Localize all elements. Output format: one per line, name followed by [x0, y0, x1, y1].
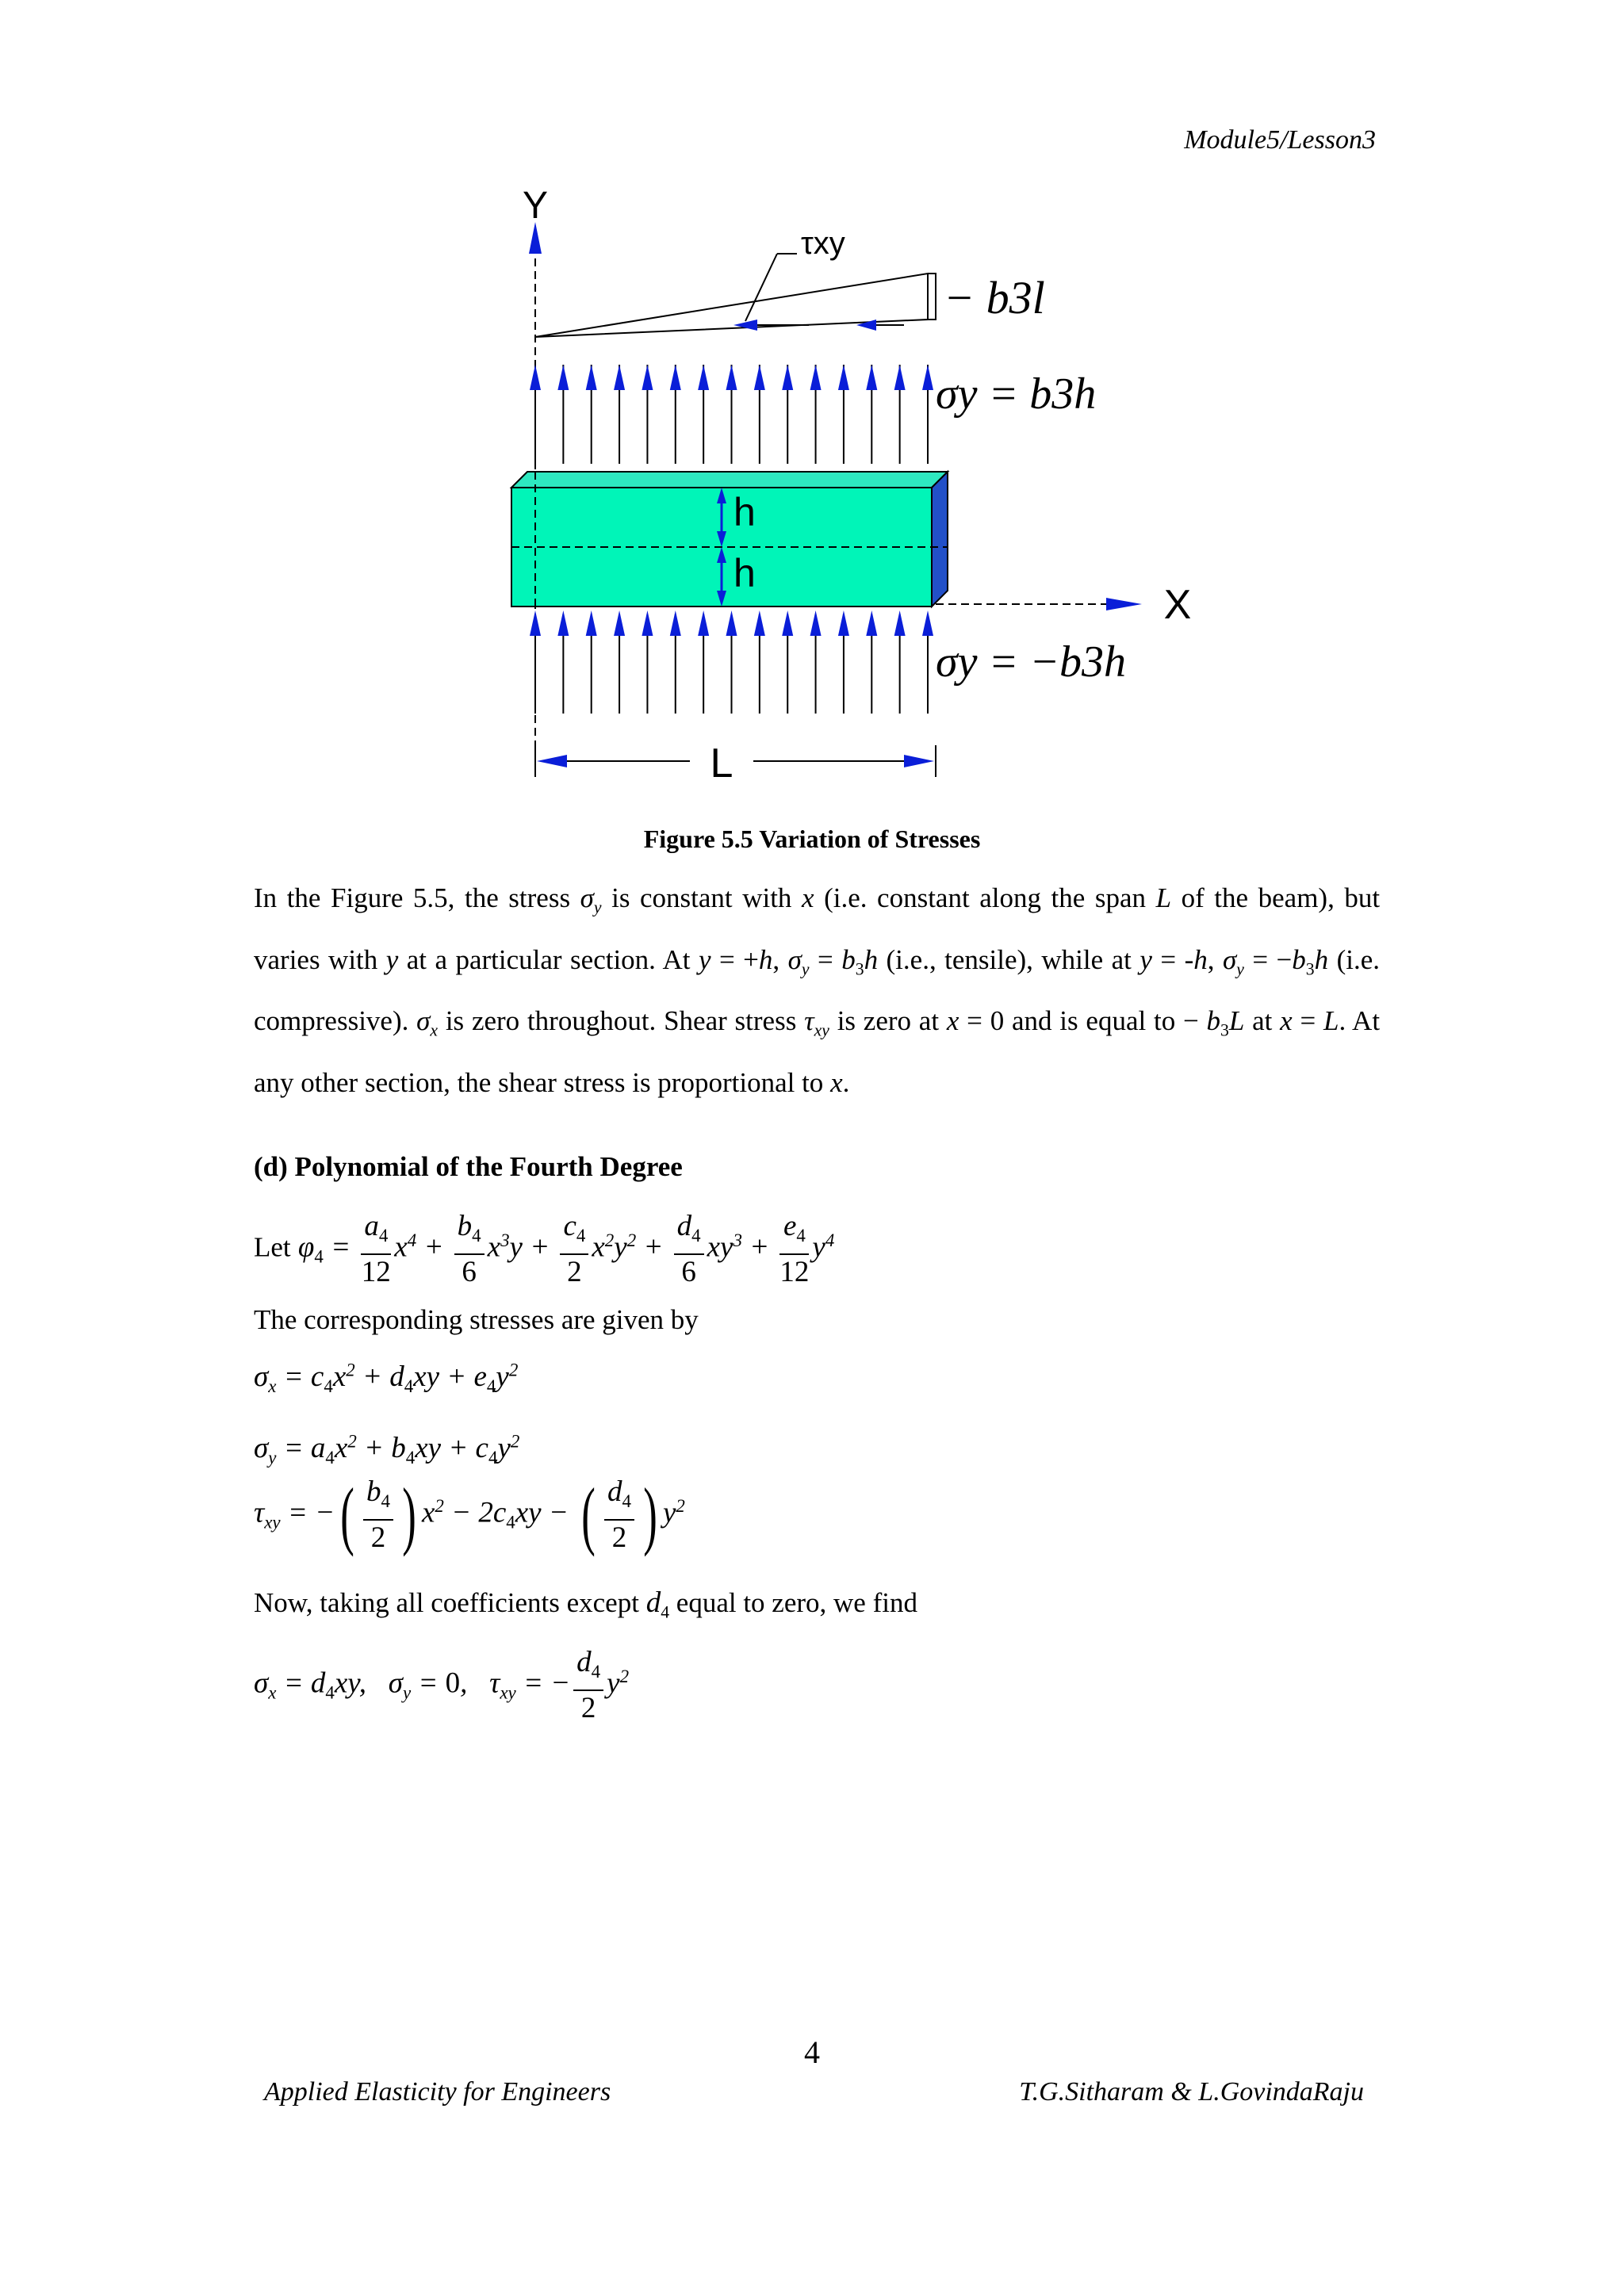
sigma-y-equation: $\sigma_y = a_4x^2 + b_4xy + c_4y^2$	[254, 1431, 520, 1468]
stress-arrow-head	[810, 610, 822, 636]
stress-arrow-head	[726, 365, 737, 390]
top-shear-value-label: − b3l	[944, 272, 1045, 323]
stress-arrow-head	[866, 610, 877, 636]
stress-arrow-head	[894, 610, 906, 636]
stress-arrow-head	[894, 365, 906, 390]
span-dimension	[535, 740, 936, 786]
stress-arrow-head	[698, 610, 709, 636]
stress-arrow-head	[670, 365, 681, 390]
stresses-intro-text: The corresponding stresses are given by	[254, 1304, 699, 1335]
authors: T.G.Sitharam & L.GovindaRaju	[1019, 2077, 1364, 2107]
stress-arrow-head	[810, 365, 822, 390]
figure-caption: Figure 5.5 Variation of Stresses	[643, 825, 981, 853]
stress-arrow-head	[838, 365, 849, 390]
figure-description-paragraph: In the Figure 5.5, the stress $\sigma_y$ is constant with x (i.e. constant along the span L of the beam), but varies with y at a particular section. At y = +h, $\sigma_y = b_3h$ (i.e., tensile), while at y = -h, $\sigma_y = -b_3h$ (i.e. compressive). $\sigma_x$ is zero throughout. Shear stress $\tau_{xy}$ is zero at x = 0 and is equal to − $b_3L$ at x = L. At any other section, the shear stress is proportional to x.	[254, 882, 1381, 1098]
stress-arrow-head	[698, 365, 709, 390]
stress-function-equation: Let $\varphi_4$ = $\frac{a_4}{12}$ $x^4$ + $\frac{b_4}{6}$ $x^3y$ + $\frac{c_4}{2}$ $x^2y^2$ + $\frac{d_4}{6}$ $xy^3$ + $\frac{e_4}{12}$ $y^4$	[254, 1210, 835, 1289]
stress-arrow-head	[614, 365, 625, 390]
stress-arrow-head	[530, 365, 541, 390]
stress-arrow-head	[838, 610, 849, 636]
coefficient-condition-text: Now, taking all coefficients except $d_4$ equal to zero, we find	[254, 1586, 917, 1622]
stress-arrow-head	[614, 610, 625, 636]
beam-body	[511, 472, 948, 607]
sigma-bottom-label: σy = −b3h	[936, 637, 1127, 687]
stress-arrow-head	[586, 610, 597, 636]
page-number: 4	[804, 2034, 820, 2070]
stress-arrow-head	[642, 610, 653, 636]
stress-arrow-head	[642, 365, 653, 390]
stress-arrow-head	[586, 365, 597, 390]
stress-arrow-head	[670, 610, 681, 636]
x-axis-label: X	[1163, 582, 1192, 628]
stress-arrow-head	[782, 365, 793, 390]
stress-arrow-head	[782, 610, 793, 636]
module-lesson-header: Module5/Lesson3	[1184, 125, 1376, 155]
lower-half-depth-label: h	[733, 551, 756, 595]
sigma-top-label: σy = b3h	[936, 369, 1097, 419]
stress-arrow-head	[754, 610, 765, 636]
bottom-normal-stress-arrows	[530, 610, 933, 714]
stress-variation-figure	[428, 186, 1201, 797]
stress-arrow-head	[557, 365, 569, 390]
tau-xy-equation: $\tau_{xy}$ = −( $\frac{b_4}{2}$ ) $x^2 - 2c_4xy$ − ( $\frac{d_4}{2}$ ) $y^2$	[254, 1472, 685, 1558]
span-label: L	[710, 740, 733, 786]
stress-arrow-head	[557, 610, 569, 636]
shear-stress-triangle	[535, 226, 1045, 337]
section-heading: (d) Polynomial of the Fourth Degree	[254, 1151, 683, 1182]
stress-arrow-head	[530, 610, 541, 636]
tau-xy-label: τxy	[801, 226, 845, 261]
stress-arrow-head	[754, 365, 765, 390]
y-axis-label: Y	[522, 186, 549, 227]
stress-arrow-head	[922, 365, 933, 390]
book-title: Applied Elasticity for Engineers	[264, 2077, 611, 2107]
sigma-x-equation: $\sigma_x = c_4x^2 + d_4xy + e_4y^2$	[254, 1360, 519, 1397]
reduced-stress-equations: $\sigma_x = d_4xy$, $\sigma_y = 0$, $\tau_{xy}$ = − $\frac{d_4}{2}$ $y^2$	[254, 1646, 630, 1725]
stress-arrow-head	[866, 365, 877, 390]
stress-arrow-head	[726, 610, 737, 636]
upper-half-depth-label: h	[733, 490, 756, 534]
stress-arrow-head	[922, 610, 933, 636]
x-axis	[936, 582, 1191, 628]
top-normal-stress-arrows	[530, 365, 933, 464]
